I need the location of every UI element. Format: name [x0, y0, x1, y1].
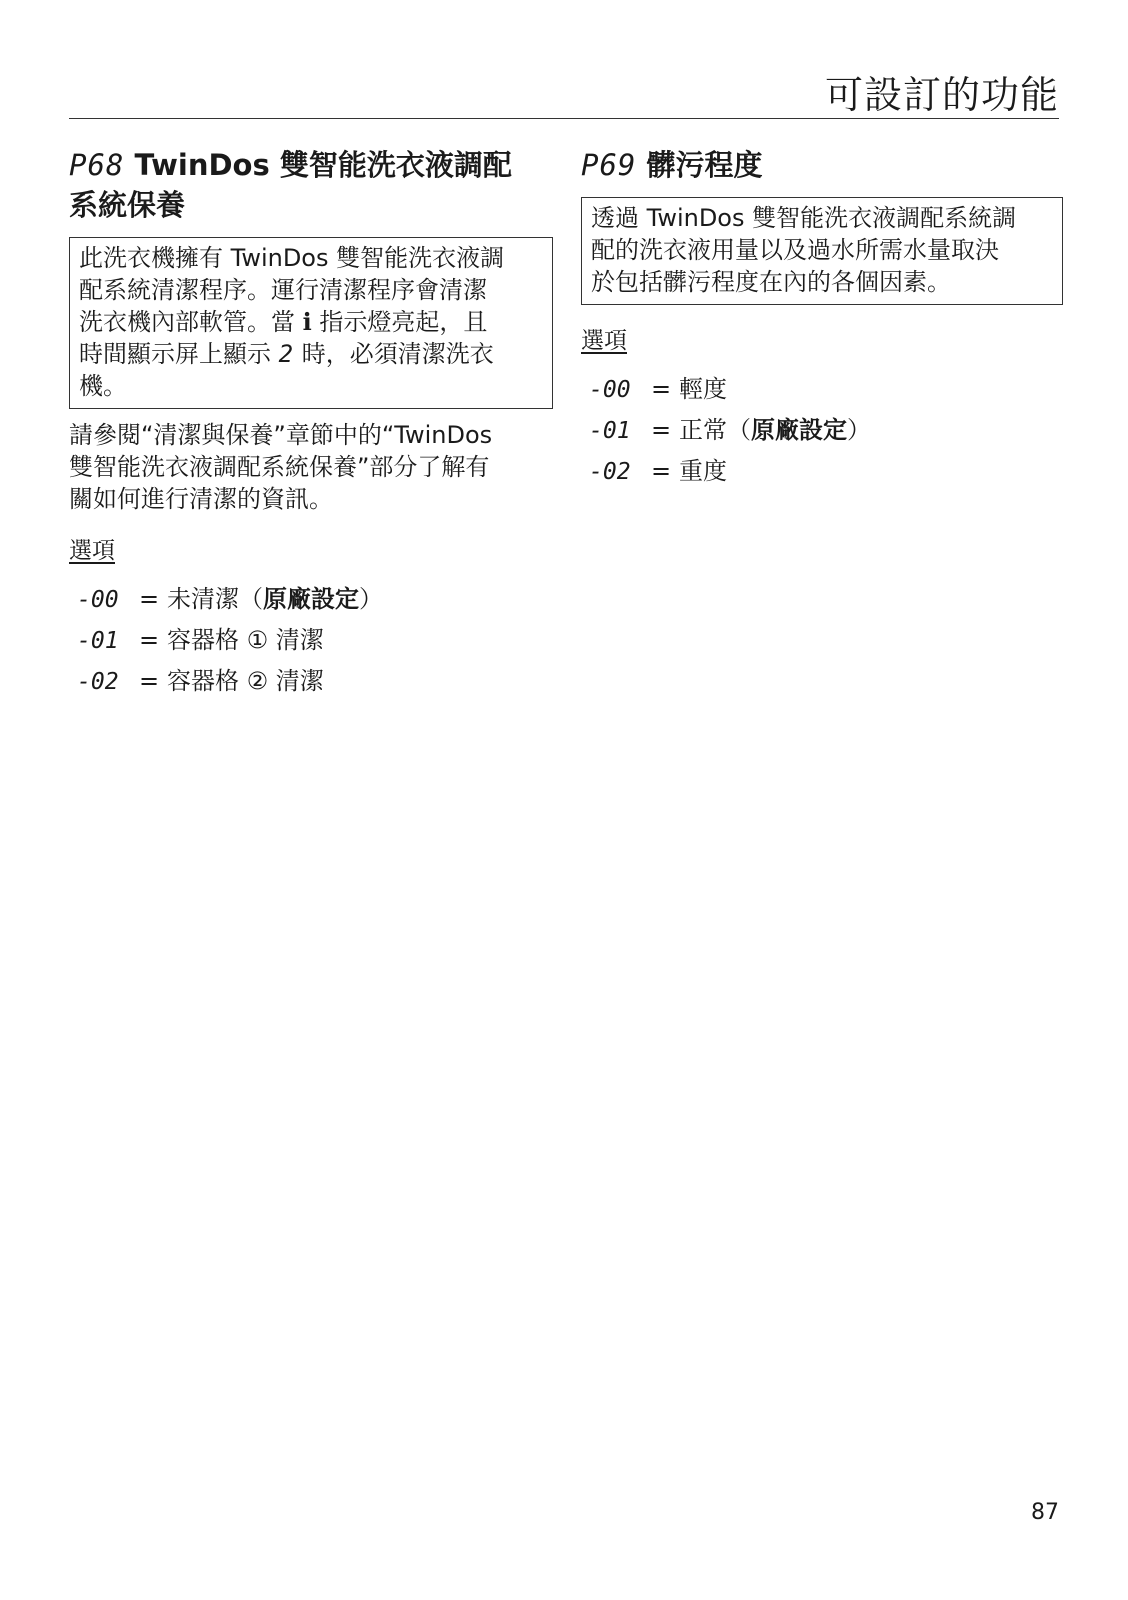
info-box-p68 — [69, 237, 553, 409]
option-item: -01 = 正常（原廠設定） — [581, 410, 1063, 451]
page-header — [69, 64, 1059, 119]
option-text: 輕度 — [679, 375, 727, 403]
option-text: 容器格 ② 清潔 — [167, 667, 324, 695]
option-item: -01 = 容器格 ① 清潔 — [69, 620, 553, 661]
option-code: -00 — [589, 377, 631, 403]
option-code: -00 — [77, 587, 119, 613]
section-title-line1: TwinDos 雙智能洗衣液調配 — [134, 148, 512, 182]
section-p69 — [581, 145, 1063, 492]
display-value: 2 — [278, 340, 295, 368]
info-icon: ℹ — [302, 308, 312, 336]
info-line: 洗衣機內部軟管。當 ℹ 指示燈亮起，且 — [79, 308, 488, 336]
section-title-p68 — [69, 145, 553, 225]
info-line: 透過 TwinDos 雙智能洗衣液調配系統調 — [591, 204, 1017, 232]
options-label-p68: 選項 — [69, 538, 115, 564]
option-text: 容器格 ① 清潔 — [167, 626, 324, 654]
option-text: 正常（原廠設定） — [679, 416, 871, 444]
option-text: 重度 — [679, 457, 727, 485]
option-code: -01 — [77, 628, 119, 654]
info-line: 此洗衣機擁有 TwinDos 雙智能洗衣液調 — [79, 244, 505, 272]
section-title-line2: 系統保養 — [69, 188, 186, 222]
info-box-p69 — [581, 197, 1063, 305]
options-list-p69 — [581, 369, 1063, 492]
section-p68 — [69, 145, 553, 702]
option-item: -02 = 重度 — [581, 451, 1063, 492]
option-item: -00 = 未清潔（原廠設定） — [69, 579, 553, 620]
option-code: -01 — [589, 418, 631, 444]
option-item: -02 = 容器格 ② 清潔 — [69, 661, 553, 702]
info-line: 於包括髒污程度在內的各個因素。 — [591, 268, 951, 296]
page-title: 可設訂的功能 — [824, 73, 1059, 117]
info-line: 時間顯示屏上顯示 2 時，必須清潔洗衣 — [79, 340, 494, 368]
options-label-p69: 選項 — [581, 328, 627, 354]
setting-code-p68: P68 — [69, 148, 125, 182]
option-code: -02 — [77, 669, 119, 695]
reference-paragraph: 請參閱“清潔與保養”章節中的“TwinDos 雙智能洗衣液調配系統保養”部分了解有 關如何進行清潔的資訊。 — [69, 421, 493, 513]
options-list-p68 — [69, 579, 553, 702]
section-title-text: 髒污程度 — [646, 148, 763, 182]
section-title-p69 — [581, 145, 1063, 185]
option-code: -02 — [589, 459, 631, 485]
info-line: 配的洗衣液用量以及過水所需水量取決 — [591, 236, 999, 264]
option-text: 未清潔（原廠設定） — [167, 585, 383, 613]
setting-code-p69: P69 — [581, 148, 637, 182]
info-line: 機。 — [79, 372, 127, 400]
option-item: -00 = 輕度 — [581, 369, 1063, 410]
info-line: 配系統清潔程序。運行清潔程序會清潔 — [79, 276, 487, 304]
page-number: 87 — [1031, 1500, 1059, 1525]
